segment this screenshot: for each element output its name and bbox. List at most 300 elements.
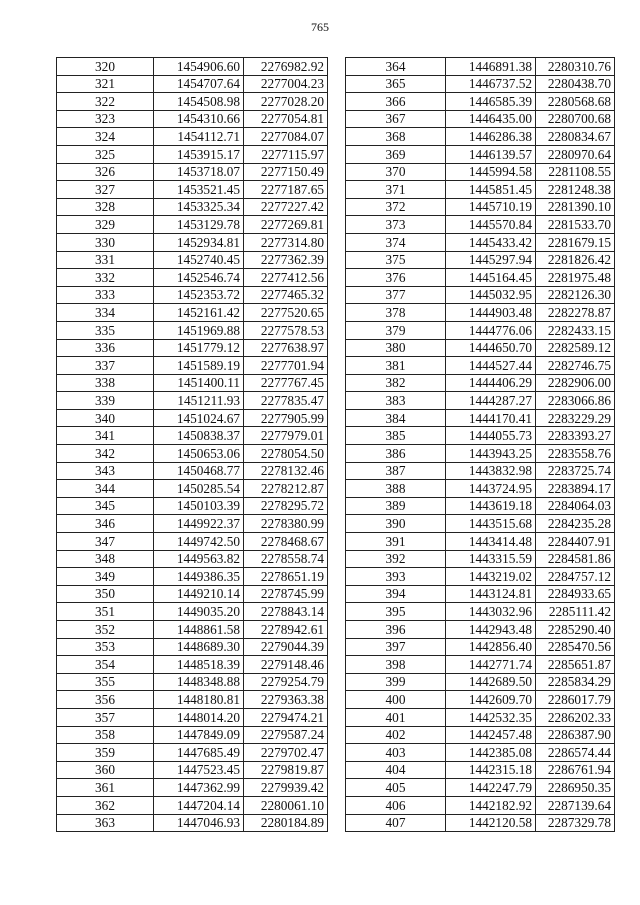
point-number-cell: 396 [346,621,446,639]
point-number-cell: 384 [346,409,446,427]
table-row [57,603,328,621]
x-coordinate-cell: 1448348.88 [154,673,244,691]
x-coordinate-cell: 1442689.50 [446,673,536,691]
table-row [57,480,328,498]
table-row [57,656,328,674]
point-number-cell: 397 [346,638,446,656]
x-coordinate-cell: 1445570.84 [446,216,536,234]
point-number-cell: 350 [57,585,154,603]
point-number-cell: 325 [57,145,154,163]
x-coordinate-cell: 1443315.59 [446,550,536,568]
x-coordinate-cell: 1445032.95 [446,286,536,304]
y-coordinate-cell: 2277905.99 [244,409,328,427]
y-coordinate-cell: 2277004.23 [244,75,328,93]
y-coordinate-cell: 2276982.92 [244,58,328,76]
x-coordinate-cell: 1443124.81 [446,585,536,603]
x-coordinate-cell: 1445710.19 [446,198,536,216]
point-number-cell: 390 [346,515,446,533]
y-coordinate-cell: 2281533.70 [536,216,615,234]
table-row [57,427,328,445]
point-number-cell: 334 [57,304,154,322]
y-coordinate-cell: 2287139.64 [536,796,615,814]
table-row [346,339,615,357]
table-row [346,585,615,603]
y-coordinate-cell: 2278380.99 [244,515,328,533]
x-coordinate-cell: 1443515.68 [446,515,536,533]
y-coordinate-cell: 2281679.15 [536,233,615,251]
x-coordinate-cell: 1444527.44 [446,357,536,375]
y-coordinate-cell: 2278745.99 [244,585,328,603]
x-coordinate-cell: 1448180.81 [154,691,244,709]
x-coordinate-cell: 1449035.20 [154,603,244,621]
point-number-cell: 375 [346,251,446,269]
table-row [346,374,615,392]
y-coordinate-cell: 2278132.46 [244,462,328,480]
point-number-cell: 332 [57,269,154,287]
y-coordinate-cell: 2282126.30 [536,286,615,304]
y-coordinate-cell: 2280834.67 [536,128,615,146]
y-coordinate-cell: 2277835.47 [244,392,328,410]
table-row [57,339,328,357]
y-coordinate-cell: 2277028.20 [244,93,328,111]
table-row [57,286,328,304]
y-coordinate-cell: 2286387.90 [536,726,615,744]
point-number-cell: 406 [346,796,446,814]
table-row [57,321,328,339]
point-number-cell: 378 [346,304,446,322]
point-number-cell: 328 [57,198,154,216]
x-coordinate-cell: 1451024.67 [154,409,244,427]
x-coordinate-cell: 1444776.06 [446,321,536,339]
point-number-cell: 356 [57,691,154,709]
point-number-cell: 388 [346,480,446,498]
y-coordinate-cell: 2278054.50 [244,445,328,463]
x-coordinate-cell: 1445994.58 [446,163,536,181]
y-coordinate-cell: 2285470.56 [536,638,615,656]
point-number-cell: 362 [57,796,154,814]
y-coordinate-cell: 2286017.79 [536,691,615,709]
table-row [346,515,615,533]
x-coordinate-cell: 1445297.94 [446,251,536,269]
table-row [346,251,615,269]
point-number-cell: 368 [346,128,446,146]
x-coordinate-cell: 1444406.29 [446,374,536,392]
x-coordinate-cell: 1442385.08 [446,744,536,762]
table-row [346,691,615,709]
table-row [57,726,328,744]
x-coordinate-cell: 1448014.20 [154,708,244,726]
point-number-cell: 374 [346,233,446,251]
x-coordinate-cell: 1442771.74 [446,656,536,674]
point-number-cell: 355 [57,673,154,691]
y-coordinate-cell: 2277269.81 [244,216,328,234]
x-coordinate-cell: 1442247.79 [446,779,536,797]
table-row [57,497,328,515]
point-number-cell: 340 [57,409,154,427]
y-coordinate-cell: 2280568.68 [536,93,615,111]
table-row [346,445,615,463]
x-coordinate-cell: 1450103.39 [154,497,244,515]
point-number-cell: 391 [346,533,446,551]
y-coordinate-cell: 2278212.87 [244,480,328,498]
x-coordinate-cell: 1452161.42 [154,304,244,322]
table-row [57,708,328,726]
table-row [57,357,328,375]
point-number-cell: 403 [346,744,446,762]
point-number-cell: 353 [57,638,154,656]
y-coordinate-cell: 2277465.32 [244,286,328,304]
point-number-cell: 331 [57,251,154,269]
point-number-cell: 377 [346,286,446,304]
point-number-cell: 361 [57,779,154,797]
y-coordinate-cell: 2281390.10 [536,198,615,216]
y-coordinate-cell: 2277115.97 [244,145,328,163]
table-row [346,110,615,128]
x-coordinate-cell: 1449210.14 [154,585,244,603]
y-coordinate-cell: 2277187.65 [244,181,328,199]
x-coordinate-cell: 1451779.12 [154,339,244,357]
table-row [57,744,328,762]
x-coordinate-cell: 1442609.70 [446,691,536,709]
y-coordinate-cell: 2285834.29 [536,673,615,691]
y-coordinate-cell: 2279702.47 [244,744,328,762]
table-row [346,163,615,181]
y-coordinate-cell: 2284235.28 [536,515,615,533]
point-number-cell: 336 [57,339,154,357]
y-coordinate-cell: 2279819.87 [244,761,328,779]
x-coordinate-cell: 1442315.18 [446,761,536,779]
y-coordinate-cell: 2278468.67 [244,533,328,551]
point-number-cell: 372 [346,198,446,216]
x-coordinate-cell: 1443414.48 [446,533,536,551]
x-coordinate-cell: 1450468.77 [154,462,244,480]
y-coordinate-cell: 2277362.39 [244,251,328,269]
x-coordinate-cell: 1452546.74 [154,269,244,287]
table-row [57,216,328,234]
y-coordinate-cell: 2281248.38 [536,181,615,199]
table-row [346,708,615,726]
point-number-cell: 392 [346,550,446,568]
point-number-cell: 383 [346,392,446,410]
point-number-cell: 342 [57,445,154,463]
x-coordinate-cell: 1442182.92 [446,796,536,814]
y-coordinate-cell: 2283393.27 [536,427,615,445]
x-coordinate-cell: 1443032.96 [446,603,536,621]
point-number-cell: 344 [57,480,154,498]
point-number-cell: 349 [57,568,154,586]
x-coordinate-cell: 1447204.14 [154,796,244,814]
table-row [346,58,615,76]
y-coordinate-cell: 2281975.48 [536,269,615,287]
point-number-cell: 394 [346,585,446,603]
x-coordinate-cell: 1446891.38 [446,58,536,76]
x-coordinate-cell: 1449742.50 [154,533,244,551]
table-row [57,638,328,656]
x-coordinate-cell: 1450653.06 [154,445,244,463]
table-row [57,814,328,832]
point-number-cell: 382 [346,374,446,392]
point-number-cell: 345 [57,497,154,515]
x-coordinate-cell: 1447685.49 [154,744,244,762]
table-row [57,128,328,146]
y-coordinate-cell: 2285111.42 [536,603,615,621]
y-coordinate-cell: 2282746.75 [536,357,615,375]
x-coordinate-cell: 1449922.37 [154,515,244,533]
point-number-cell: 398 [346,656,446,674]
x-coordinate-cell: 1450838.37 [154,427,244,445]
point-number-cell: 370 [346,163,446,181]
point-number-cell: 369 [346,145,446,163]
x-coordinate-cell: 1447362.99 [154,779,244,797]
table-row [346,726,615,744]
table-row [57,796,328,814]
table-row [57,691,328,709]
y-coordinate-cell: 2281826.42 [536,251,615,269]
point-number-cell: 327 [57,181,154,199]
x-coordinate-cell: 1447046.93 [154,814,244,832]
point-number-cell: 358 [57,726,154,744]
x-coordinate-cell: 1451211.93 [154,392,244,410]
y-coordinate-cell: 2285651.87 [536,656,615,674]
table-row [346,603,615,621]
table-row [346,568,615,586]
x-coordinate-cell: 1448689.30 [154,638,244,656]
table-row [57,93,328,111]
coordinate-table-left [56,57,328,832]
table-row [57,145,328,163]
y-coordinate-cell: 2283894.17 [536,480,615,498]
y-coordinate-cell: 2281108.55 [536,163,615,181]
table-row [57,110,328,128]
point-number-cell: 348 [57,550,154,568]
x-coordinate-cell: 1447849.09 [154,726,244,744]
y-coordinate-cell: 2279587.24 [244,726,328,744]
y-coordinate-cell: 2283725.74 [536,462,615,480]
point-number-cell: 401 [346,708,446,726]
point-number-cell: 321 [57,75,154,93]
x-coordinate-cell: 1444650.70 [446,339,536,357]
point-number-cell: 404 [346,761,446,779]
y-coordinate-cell: 2283066.86 [536,392,615,410]
table-row [346,216,615,234]
x-coordinate-cell: 1443832.98 [446,462,536,480]
table-row [346,392,615,410]
y-coordinate-cell: 2282589.12 [536,339,615,357]
table-row [57,761,328,779]
y-coordinate-cell: 2279044.39 [244,638,328,656]
table-row [57,58,328,76]
x-coordinate-cell: 1444903.48 [446,304,536,322]
table-row [57,533,328,551]
point-number-cell: 381 [346,357,446,375]
x-coordinate-cell: 1453521.45 [154,181,244,199]
table-row [346,409,615,427]
table-row [346,779,615,797]
table-row [57,585,328,603]
point-number-cell: 399 [346,673,446,691]
x-coordinate-cell: 1452353.72 [154,286,244,304]
y-coordinate-cell: 2278651.19 [244,568,328,586]
y-coordinate-cell: 2278295.72 [244,497,328,515]
point-number-cell: 387 [346,462,446,480]
point-number-cell: 322 [57,93,154,111]
x-coordinate-cell: 1444055.73 [446,427,536,445]
table-row [346,638,615,656]
x-coordinate-cell: 1442120.58 [446,814,536,832]
table-row [57,304,328,322]
x-coordinate-cell: 1452934.81 [154,233,244,251]
y-coordinate-cell: 2280438.70 [536,75,615,93]
y-coordinate-cell: 2277638.97 [244,339,328,357]
point-number-cell: 385 [346,427,446,445]
point-number-cell: 373 [346,216,446,234]
table-row [57,374,328,392]
y-coordinate-cell: 2283229.29 [536,409,615,427]
point-number-cell: 400 [346,691,446,709]
point-number-cell: 335 [57,321,154,339]
y-coordinate-cell: 2286761.94 [536,761,615,779]
x-coordinate-cell: 1447523.45 [154,761,244,779]
table-row [346,656,615,674]
y-coordinate-cell: 2284933.65 [536,585,615,603]
point-number-cell: 386 [346,445,446,463]
y-coordinate-cell: 2277227.42 [244,198,328,216]
x-coordinate-cell: 1449386.35 [154,568,244,586]
table-row [346,480,615,498]
y-coordinate-cell: 2280970.64 [536,145,615,163]
x-coordinate-cell: 1446435.00 [446,110,536,128]
table-row [346,533,615,551]
x-coordinate-cell: 1453718.07 [154,163,244,181]
page-number: 765 [311,20,329,34]
x-coordinate-cell: 1453129.78 [154,216,244,234]
table-row [57,621,328,639]
y-coordinate-cell: 2277520.65 [244,304,328,322]
x-coordinate-cell: 1446139.57 [446,145,536,163]
y-coordinate-cell: 2277578.53 [244,321,328,339]
x-coordinate-cell: 1442457.48 [446,726,536,744]
x-coordinate-cell: 1445851.45 [446,181,536,199]
x-coordinate-cell: 1445164.45 [446,269,536,287]
y-coordinate-cell: 2279474.21 [244,708,328,726]
y-coordinate-cell: 2279254.79 [244,673,328,691]
y-coordinate-cell: 2277084.07 [244,128,328,146]
table-row [57,409,328,427]
point-number-cell: 333 [57,286,154,304]
x-coordinate-cell: 1442856.40 [446,638,536,656]
table-row [346,427,615,445]
table-row [346,304,615,322]
point-number-cell: 405 [346,779,446,797]
table-row [346,744,615,762]
y-coordinate-cell: 2278843.14 [244,603,328,621]
x-coordinate-cell: 1444170.41 [446,409,536,427]
table-row [57,568,328,586]
x-coordinate-cell: 1446585.39 [446,93,536,111]
point-number-cell: 380 [346,339,446,357]
table-row [57,251,328,269]
y-coordinate-cell: 2279363.38 [244,691,328,709]
x-coordinate-cell: 1442532.35 [446,708,536,726]
point-number-cell: 363 [57,814,154,832]
point-number-cell: 337 [57,357,154,375]
point-number-cell: 347 [57,533,154,551]
point-number-cell: 343 [57,462,154,480]
x-coordinate-cell: 1454707.64 [154,75,244,93]
table-row [346,357,615,375]
point-number-cell: 323 [57,110,154,128]
y-coordinate-cell: 2280184.89 [244,814,328,832]
table-row [57,181,328,199]
point-number-cell: 366 [346,93,446,111]
table-row [346,269,615,287]
point-number-cell: 354 [57,656,154,674]
y-coordinate-cell: 2285290.40 [536,621,615,639]
y-coordinate-cell: 2286202.33 [536,708,615,726]
x-coordinate-cell: 1442943.48 [446,621,536,639]
point-number-cell: 393 [346,568,446,586]
table-row [346,550,615,568]
point-number-cell: 395 [346,603,446,621]
point-number-cell: 346 [57,515,154,533]
point-number-cell: 389 [346,497,446,515]
x-coordinate-cell: 1453325.34 [154,198,244,216]
x-coordinate-cell: 1449563.82 [154,550,244,568]
y-coordinate-cell: 2286950.35 [536,779,615,797]
table-row [346,621,615,639]
table-row [346,796,615,814]
y-coordinate-cell: 2284064.03 [536,497,615,515]
y-coordinate-cell: 2284581.86 [536,550,615,568]
point-number-cell: 379 [346,321,446,339]
y-coordinate-cell: 2284757.12 [536,568,615,586]
x-coordinate-cell: 1454310.66 [154,110,244,128]
y-coordinate-cell: 2284407.91 [536,533,615,551]
point-number-cell: 402 [346,726,446,744]
point-number-cell: 326 [57,163,154,181]
table-row [346,761,615,779]
y-coordinate-cell: 2280310.76 [536,58,615,76]
x-coordinate-cell: 1451969.88 [154,321,244,339]
x-coordinate-cell: 1448861.58 [154,621,244,639]
point-number-cell: 330 [57,233,154,251]
x-coordinate-cell: 1446737.52 [446,75,536,93]
table-row [57,673,328,691]
table-row [57,445,328,463]
point-number-cell: 320 [57,58,154,76]
x-coordinate-cell: 1454906.60 [154,58,244,76]
point-number-cell: 324 [57,128,154,146]
x-coordinate-cell: 1448518.39 [154,656,244,674]
table-row [57,163,328,181]
y-coordinate-cell: 2280700.68 [536,110,615,128]
x-coordinate-cell: 1446286.38 [446,128,536,146]
y-coordinate-cell: 2279148.46 [244,656,328,674]
table-row [57,462,328,480]
y-coordinate-cell: 2280061.10 [244,796,328,814]
point-number-cell: 407 [346,814,446,832]
y-coordinate-cell: 2277314.80 [244,233,328,251]
table-row [57,75,328,93]
y-coordinate-cell: 2282278.87 [536,304,615,322]
y-coordinate-cell: 2278558.74 [244,550,328,568]
x-coordinate-cell: 1451400.11 [154,374,244,392]
y-coordinate-cell: 2277767.45 [244,374,328,392]
coordinate-table-right [345,57,615,832]
table-row [57,233,328,251]
y-coordinate-cell: 2277701.94 [244,357,328,375]
y-coordinate-cell: 2287329.78 [536,814,615,832]
